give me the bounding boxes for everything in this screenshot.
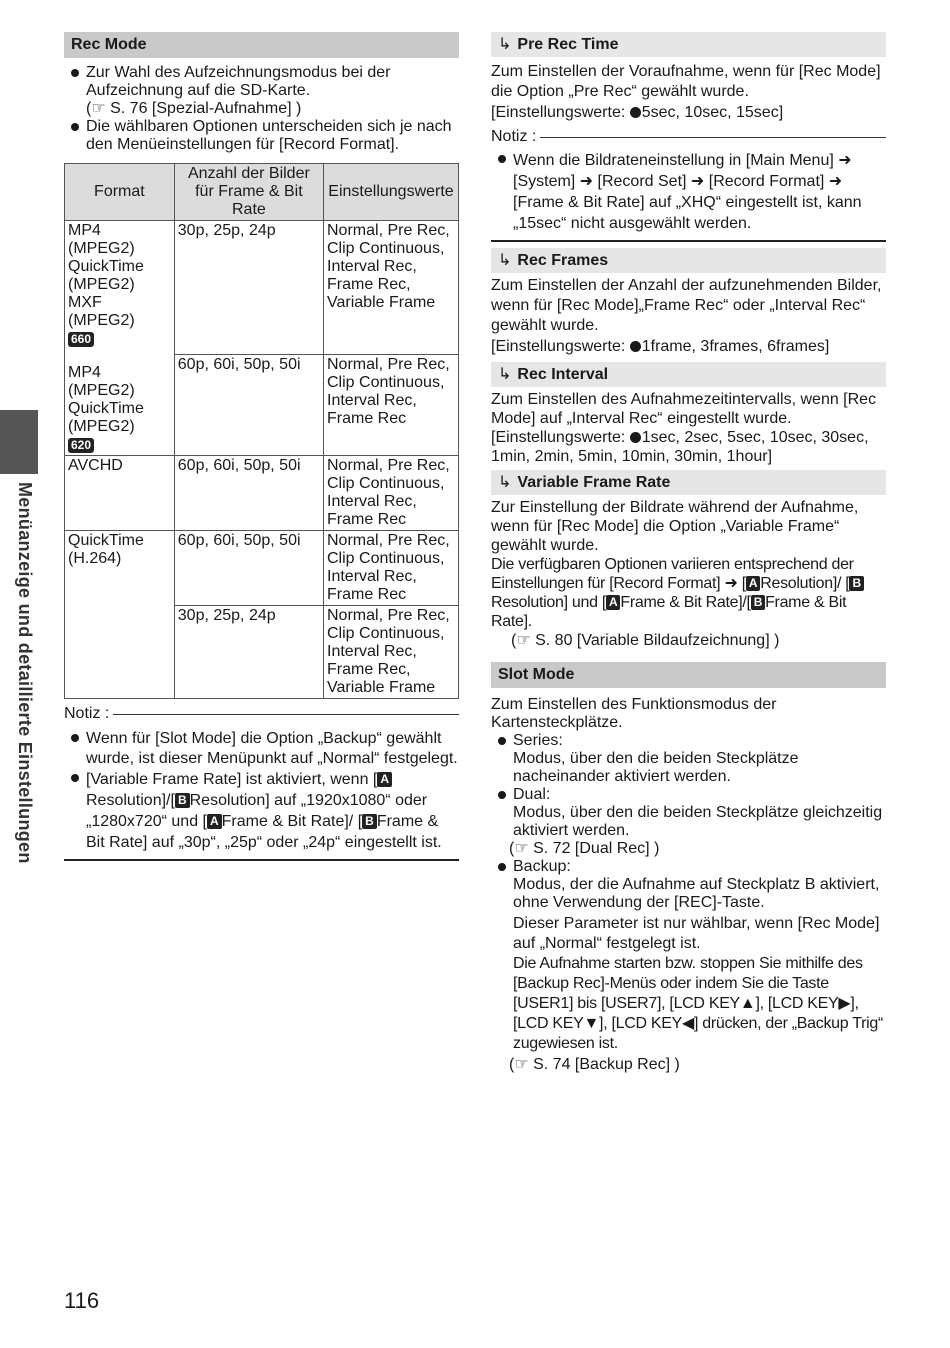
model-badge-620: 620 bbox=[68, 438, 94, 453]
values-cell: Normal, Pre Rec, Clip Continuous, Interval Rec, Frame Rec bbox=[324, 355, 459, 456]
page-number: 116 bbox=[64, 1288, 100, 1313]
option-label: Series: bbox=[513, 732, 563, 749]
values-text: 5sec, 10sec, 15sec] bbox=[641, 104, 784, 121]
values-cell: Normal, Pre Rec, Clip Continuous, Interval Rec, Frame Rec, Variable Frame bbox=[324, 221, 459, 355]
rec-frames-text: Zum Einstellen der Anzahl der aufzunehmenden Bilder, wenn für [Rec Mode]„Frame Rec“ oder „Interval Rec“ gewählt wurde. bbox=[491, 277, 882, 334]
format-cell bbox=[65, 221, 175, 456]
page-reference: (☞ S. 76 [Spezial-Aufnahme] ) bbox=[86, 100, 302, 117]
sub-item-arrow-icon: ↳ bbox=[498, 474, 512, 491]
sub-item-arrow-icon: ↳ bbox=[498, 252, 512, 269]
heading-text: Variable Frame Rate bbox=[517, 474, 671, 491]
left-column bbox=[64, 32, 459, 861]
note-divider bbox=[540, 137, 886, 138]
column-header: Anzahl der Bilder für Frame & Bit Rate bbox=[174, 164, 323, 221]
slot-b-icon: B bbox=[175, 793, 190, 808]
list-item bbox=[64, 118, 459, 154]
format-cell: AVCHD bbox=[65, 456, 175, 531]
body-text: Die verfügbaren Optionen variieren entsprechend der Einstellungen für [Record Format] ➜ [ bbox=[491, 556, 854, 592]
rec-frames-heading bbox=[491, 248, 886, 273]
rec-mode-heading: Rec Mode bbox=[64, 32, 459, 58]
heading-text: Pre Rec Time bbox=[517, 36, 619, 53]
column-header: Einstellungswerte bbox=[324, 164, 459, 221]
bullet-text: Zur Wahl des Aufzeichnungsmodus bei der Aufzeichnung auf die SD-Karte. bbox=[86, 64, 391, 99]
slot-mode-heading: Slot Mode bbox=[491, 662, 886, 688]
values-cell: Normal, Pre Rec, Clip Continuous, Interval Rec, Frame Rec bbox=[324, 456, 459, 531]
rec-interval-heading bbox=[491, 362, 886, 387]
format-line: MP4 (MPEG2) bbox=[68, 222, 135, 257]
sub-item-arrow-icon: ↳ bbox=[498, 366, 512, 383]
note-bullets bbox=[64, 729, 459, 853]
right-column bbox=[491, 32, 886, 1076]
pre-rec-time-text: Zum Einstellen der Voraufnahme, wenn für [Rec Mode] die Option „Pre Rec“ gewählt wurde. bbox=[491, 63, 881, 100]
list-item bbox=[491, 732, 886, 786]
note-bullets bbox=[491, 150, 886, 234]
section-end-rule bbox=[491, 240, 886, 242]
option-text: Modus, über den die beiden Steckplätze gleichzeitig aktiviert werden. bbox=[513, 804, 883, 839]
format-line: (MPEG2) bbox=[68, 418, 135, 435]
note-text: [Variable Frame Rate] ist aktiviert, wenn [ bbox=[86, 771, 378, 788]
table-row bbox=[65, 531, 459, 606]
body-text: Resolution]/ [ bbox=[760, 575, 850, 592]
rate-cell: 30p, 25p, 24p bbox=[174, 606, 323, 699]
format-line: QuickTime bbox=[68, 258, 144, 275]
values-cell: Normal, Pre Rec, Clip Continuous, Interval Rec, Frame Rec, Variable Frame bbox=[324, 606, 459, 699]
note-text: Frame & Bit Rate] auf „30p“, „25p“ oder „24p“ eingestellt ist. bbox=[86, 813, 442, 851]
table-header-row bbox=[65, 164, 459, 221]
model-badge-660: 660 bbox=[68, 332, 94, 347]
slot-b-icon: B bbox=[849, 576, 863, 591]
values-text: 1sec, 2sec, 5sec, 10sec, 30sec, 1min, 2min, 5min, 10min, 30min, 1hour] bbox=[491, 429, 869, 465]
bullet-text: Die wählbaren Optionen unterscheiden sich je nach den Menüeinstellungen für [Record Format]. bbox=[86, 118, 452, 153]
note-label-text: Notiz : bbox=[491, 128, 537, 145]
slot-a-icon: A bbox=[377, 772, 392, 787]
format-line: (MPEG2) bbox=[68, 312, 135, 329]
option-text: Modus, der die Aufnahme auf Steckplatz B aktiviert, ohne Verwendung der [REC]-Taste. bbox=[513, 876, 880, 911]
list-item bbox=[491, 858, 886, 1076]
page-reference: (☞ S. 74 [Backup Rec] ) bbox=[509, 1056, 680, 1073]
body-text: Resolution] und [ bbox=[491, 594, 606, 611]
note-label bbox=[491, 128, 886, 146]
note-text: Wenn die Bildrateneinstellung in [Main Menu] ➜ [System] ➜ [Record Set] ➜ [Record Format] ➜ [Frame & Bit Rate] auf „XHQ“ eingestellt ist, kann „15sec“ nicht ausgewählt werden. bbox=[513, 152, 862, 232]
slot-a-icon: A bbox=[746, 576, 760, 591]
rec-interval-values bbox=[491, 428, 886, 466]
format-cell: QuickTime (H.264) bbox=[65, 531, 175, 699]
values-cell: Normal, Pre Rec, Clip Continuous, Interval Rec, Frame Rec bbox=[324, 531, 459, 606]
rate-cell: 30p, 25p, 24p bbox=[174, 221, 323, 355]
default-dot-icon bbox=[630, 341, 641, 352]
table-row bbox=[65, 456, 459, 531]
list-item bbox=[491, 150, 886, 234]
list-item bbox=[64, 64, 459, 118]
rate-cell: 60p, 60i, 50p, 50i bbox=[174, 456, 323, 531]
note-label-text: Notiz : bbox=[64, 705, 110, 722]
heading-text: Rec Frames bbox=[517, 252, 609, 269]
list-item bbox=[491, 786, 886, 858]
option-label: Backup: bbox=[513, 858, 571, 875]
format-line: MXF bbox=[68, 294, 102, 311]
values-prefix: [Einstellungswerte: bbox=[491, 104, 630, 121]
default-dot-icon bbox=[630, 432, 641, 443]
column-header: Format bbox=[65, 164, 175, 221]
option-text: Dieser Parameter ist nur wählbar, wenn [Rec Mode] auf „Normal“ festgelegt ist. bbox=[513, 915, 880, 952]
side-section-label: Menüanzeige und detaillierte Einstellungen bbox=[15, 482, 35, 864]
page-reference: (☞ S. 72 [Dual Rec] ) bbox=[509, 840, 660, 857]
slot-b-icon: B bbox=[362, 814, 377, 829]
rate-cell: 60p, 60i, 50p, 50i bbox=[174, 355, 323, 456]
option-label: Dual: bbox=[513, 786, 551, 803]
rec-mode-bullets bbox=[64, 64, 459, 154]
note-text: Resolution]/[ bbox=[86, 792, 175, 809]
body-text: Frame & Bit Rate]. bbox=[491, 594, 847, 630]
rec-interval-text: Zum Einstellen des Aufnahmezeitintervalls, wenn [Rec Mode] auf „Interval Rec“ eingestellt wurde. bbox=[491, 391, 877, 427]
rec-frames-values bbox=[491, 336, 886, 358]
values-text: 1frame, 3frames, 6frames] bbox=[641, 338, 830, 355]
format-line: (MPEG2) bbox=[68, 276, 135, 293]
section-end-rule bbox=[64, 859, 459, 861]
format-table bbox=[64, 163, 459, 699]
note-text: Wenn für [Slot Mode] die Option „Backup“ gewählt wurde, ist dieser Menüpunkt auf „Normal“ festgelegt. bbox=[86, 730, 458, 767]
sub-item-arrow-icon: ↳ bbox=[498, 36, 512, 53]
variable-frame-rate-heading bbox=[491, 470, 886, 495]
slot-a-icon: A bbox=[606, 595, 620, 610]
variable-frame-rate-text: Zur Einstellung der Bildrate während der Aufnahme, wenn für [Rec Mode] die Option „Variable Frame“ gewählt wurde. bbox=[491, 499, 859, 554]
variable-frame-rate-options bbox=[491, 555, 886, 631]
pre-rec-time-values bbox=[491, 102, 886, 124]
values-prefix: [Einstellungswerte: bbox=[491, 338, 630, 355]
format-line: QuickTime bbox=[68, 400, 144, 417]
slot-mode-intro: Zum Einstellen des Funktionsmodus der Kartensteckplätze. bbox=[491, 696, 777, 731]
side-tab-marker bbox=[0, 410, 38, 474]
slot-a-icon: A bbox=[207, 814, 222, 829]
page-reference: (☞ S. 80 [Variable Bildaufzeichnung] ) bbox=[511, 632, 780, 649]
slot-mode-options bbox=[491, 732, 886, 1076]
rate-cell: 60p, 60i, 50p, 50i bbox=[174, 531, 323, 606]
pre-rec-time-heading bbox=[491, 32, 886, 57]
option-text: Modus, über den die beiden Steckplätze nacheinander aktiviert werden. bbox=[513, 750, 799, 785]
note-text: Frame & Bit Rate]/ [ bbox=[221, 813, 363, 830]
body-text: Frame & Bit Rate]/[ bbox=[620, 594, 751, 611]
list-item bbox=[64, 769, 459, 853]
heading-text: Rec Interval bbox=[517, 366, 609, 383]
note-text: Resolution] auf „1920x1080“ oder „1280x720“ und [ bbox=[86, 792, 428, 830]
format-line: MP4 (MPEG2) bbox=[68, 364, 135, 399]
note-divider bbox=[113, 714, 459, 715]
slot-b-icon: B bbox=[751, 595, 765, 610]
values-prefix: [Einstellungswerte: bbox=[491, 429, 630, 446]
list-item bbox=[64, 729, 459, 769]
option-text: Die Aufnahme starten bzw. stoppen Sie mithilfe des [Backup Rec]-Menüs oder indem Sie die Taste [USER1] bis [USER7], [LCD KEY▲], [LCD KEY▶], [LCD KEY▼], [LCD KEY◀] drücken, der „Backup Trig“ zugewiesen ist. bbox=[513, 955, 884, 1052]
note-label bbox=[64, 705, 459, 723]
default-dot-icon bbox=[630, 107, 641, 118]
table-row bbox=[65, 221, 459, 355]
